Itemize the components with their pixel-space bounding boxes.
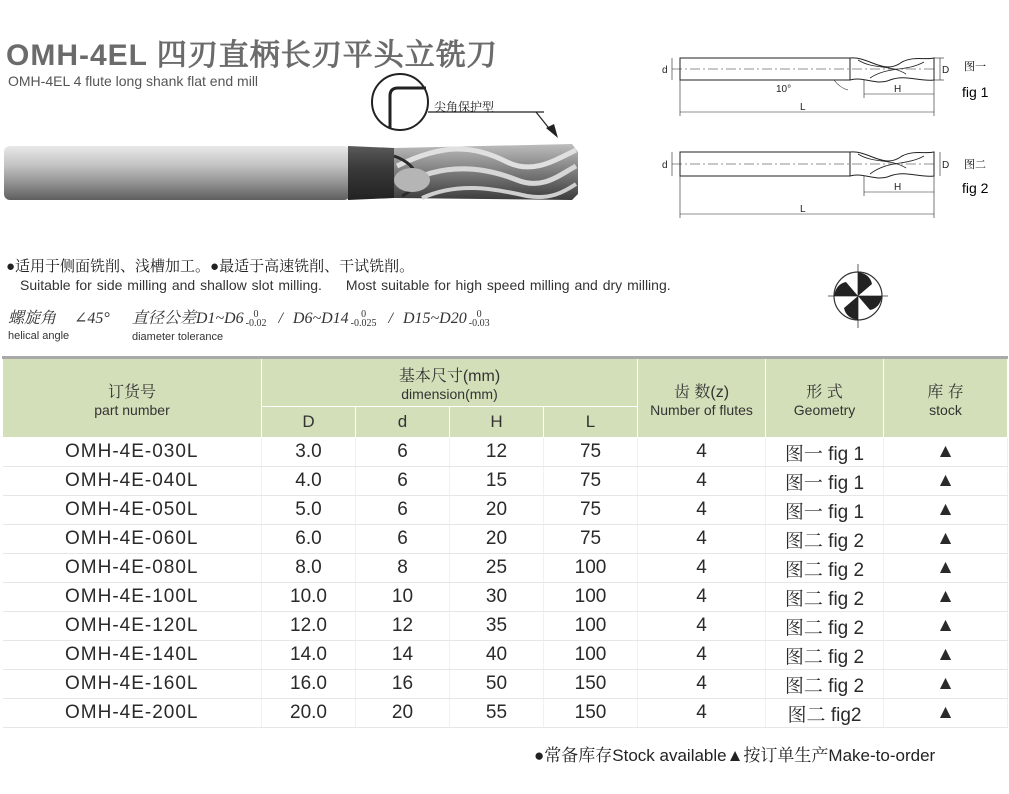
header-flutes: 齿 数(z) Number of flutes <box>638 358 766 438</box>
header-D: D <box>262 407 356 438</box>
drawing-fig2 <box>644 146 1004 226</box>
features-en <box>20 277 695 293</box>
helical-value: ∠45° <box>74 310 110 327</box>
dim-D-label: D <box>942 160 950 171</box>
header-geometry: 形 式 Geometry <box>766 358 884 438</box>
dim-L-label: L <box>800 102 806 113</box>
feature-en-1: Suitable for side milling and shallow slot milling. <box>20 277 322 293</box>
angle-label: 10° <box>776 84 792 95</box>
dim-d-label: d <box>662 160 668 171</box>
range-1: D1~D6 <box>195 310 244 327</box>
tolerance-1: 0 -0.02 <box>245 309 267 330</box>
header-part-number: 订货号 part number <box>3 358 262 438</box>
helical-en-label: helical angle <box>8 330 70 342</box>
fig2-zh-label: 图二 <box>964 159 986 171</box>
separator: / <box>388 310 393 327</box>
page-title: OMH-4EL 四刃直柄长刃平头立铣刀 <box>6 39 498 72</box>
dim-L-label: L <box>800 204 806 215</box>
table-row: OMH-4E-200L 20.0 20 55 150 4 图二 fig2 ▲ <box>3 699 1008 728</box>
spec-table <box>2 356 1008 728</box>
dim-D-label: D <box>942 65 950 76</box>
tolerance-3: 0 -0.03 <box>468 309 490 330</box>
table-row: OMH-4E-050L 5.0 6 20 75 4 图一 fig 1 ▲ <box>3 496 1008 525</box>
spec-line <box>8 305 492 328</box>
table-row: OMH-4E-080L 8.0 8 25 100 4 图二 fig 2 ▲ <box>3 554 1008 583</box>
range-3: D15~D20 <box>402 310 467 327</box>
end-view-icon <box>826 260 890 332</box>
table-row: OMH-4E-100L 10.0 10 30 100 4 图二 fig 2 ▲ <box>3 583 1008 612</box>
dim-H-label: H <box>894 84 902 95</box>
drawing-fig1 <box>644 50 1004 130</box>
header-d: d <box>356 407 450 438</box>
header-stock: 库 存 stock <box>884 358 1008 438</box>
fig1-zh-label: 图一 <box>964 61 986 73</box>
page-subtitle: OMH-4EL 4 flute long shank flat end mill <box>8 73 259 89</box>
tolerance-2: 0 -0.025 <box>350 309 377 330</box>
diameter-en-label: diameter tolerance <box>132 331 224 343</box>
header-dimension: 基本尺寸(mm) dimension(mm) <box>262 358 638 407</box>
separator: / <box>278 310 283 327</box>
feature-en-2: Most suitable for high speed milling and dry milling. <box>345 277 671 293</box>
helical-label: 螺旋角 <box>8 310 57 327</box>
fig1-en-label: fig 1 <box>962 84 989 100</box>
table-row: OMH-4E-140L 14.0 14 40 100 4 图二 fig 2 ▲ <box>3 641 1008 670</box>
dim-d-label: d <box>662 65 668 76</box>
dim-H-label: H <box>894 182 902 193</box>
header-H: H <box>450 407 544 438</box>
features-zh: ●适用于侧面铣削、浅槽加工。●最适于高速铣削、干试铣削。 <box>6 258 415 275</box>
header-L: L <box>544 407 638 438</box>
table-row: OMH-4E-160L 16.0 16 50 150 4 图二 fig 2 ▲ <box>3 670 1008 699</box>
range-2: D6~D14 <box>292 310 349 327</box>
table-row: OMH-4E-030L 3.0 6 12 75 4 图一 fig 1 ▲ <box>3 438 1008 467</box>
table-row: OMH-4E-060L 6.0 6 20 75 4 图二 fig 2 ▲ <box>3 525 1008 554</box>
stock-legend: ●常备库存Stock available▲按订单生产Make-to-order <box>534 746 936 765</box>
tip-callout-label: 尖角保护型 <box>434 100 495 114</box>
table-row: OMH-4E-120L 12.0 12 35 100 4 图二 fig 2 ▲ <box>3 612 1008 641</box>
fig2-en-label: fig 2 <box>962 180 989 196</box>
diameter-label: 直径公差 <box>131 310 196 327</box>
table-row: OMH-4E-040L 4.0 6 15 75 4 图一 fig 1 ▲ <box>3 467 1008 496</box>
